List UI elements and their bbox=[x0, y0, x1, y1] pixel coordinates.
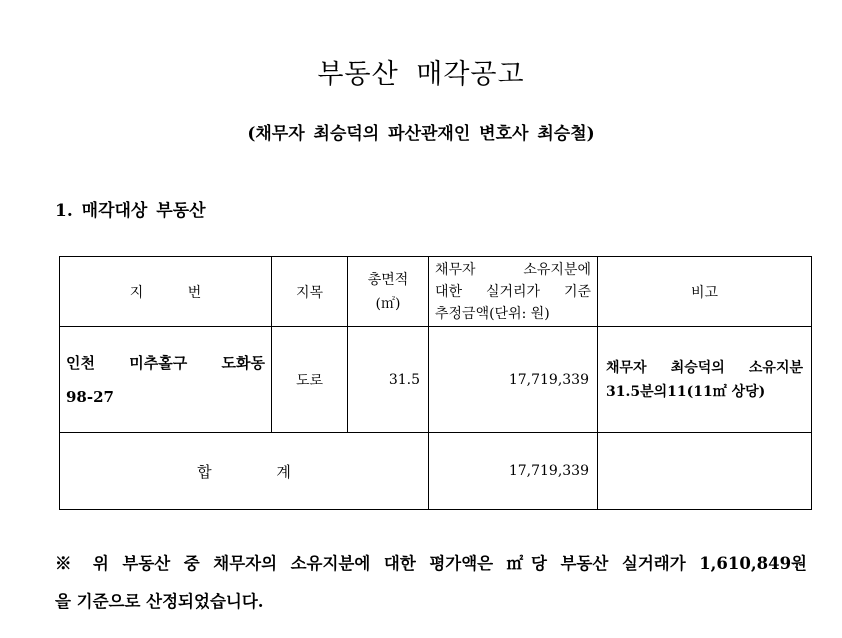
total-value: 17,719,339 bbox=[429, 433, 598, 510]
header-remarks: 비고 bbox=[598, 257, 812, 327]
header-lot-number: 지 번 bbox=[60, 257, 272, 327]
total-remarks-empty bbox=[598, 433, 812, 510]
header-total-area-unit: (㎡) bbox=[375, 295, 401, 312]
section-heading: 1. 매각대상 부동산 bbox=[55, 201, 206, 221]
remarks-line2: 31.5분의11(11㎡ 상당) bbox=[606, 383, 766, 400]
address-line1: 인천 미추홀구 도화동 bbox=[66, 353, 265, 372]
header-total-area bbox=[348, 257, 429, 327]
table-header-row bbox=[60, 257, 812, 327]
property-table bbox=[59, 256, 812, 510]
footnote-line1: ※ 위 부동산 중 채무자의 소유지분에 대한 평가액은 ㎡당 부동산 실거래가 1,610,849원 bbox=[55, 554, 807, 573]
footnote bbox=[55, 545, 807, 621]
page-subtitle: (채무자 최승덕의 파산관재인 변호사 최승철) bbox=[247, 124, 595, 144]
cell-remarks bbox=[598, 327, 812, 433]
table-total-row bbox=[60, 433, 812, 510]
page-title: 부동산 매각공고 bbox=[317, 59, 525, 90]
cell-address bbox=[60, 327, 272, 433]
cell-land-category: 도로 bbox=[272, 327, 348, 433]
address-line2: 98-27 bbox=[66, 387, 114, 406]
cell-total-area: 31.5 bbox=[348, 327, 429, 433]
header-estimated-value-line2: 대한 실거리가 기준 bbox=[435, 283, 591, 300]
cell-estimated-value: 17,719,339 bbox=[429, 327, 598, 433]
header-land-category: 지목 bbox=[272, 257, 348, 327]
table-row bbox=[60, 327, 812, 433]
remarks-line1: 채무자 최승덕의 소유지분 bbox=[606, 359, 803, 376]
header-estimated-value-line1: 채무자 소유지분에 bbox=[435, 261, 591, 278]
header-estimated-value-line3: 추정금액(단위: 원) bbox=[435, 305, 550, 322]
footnote-line2: 을 기준으로 산정되었습니다. bbox=[55, 592, 264, 611]
header-estimated-value bbox=[429, 257, 598, 327]
total-label: 합 계 bbox=[60, 433, 429, 510]
header-total-area-label: 총면적 bbox=[367, 271, 409, 288]
